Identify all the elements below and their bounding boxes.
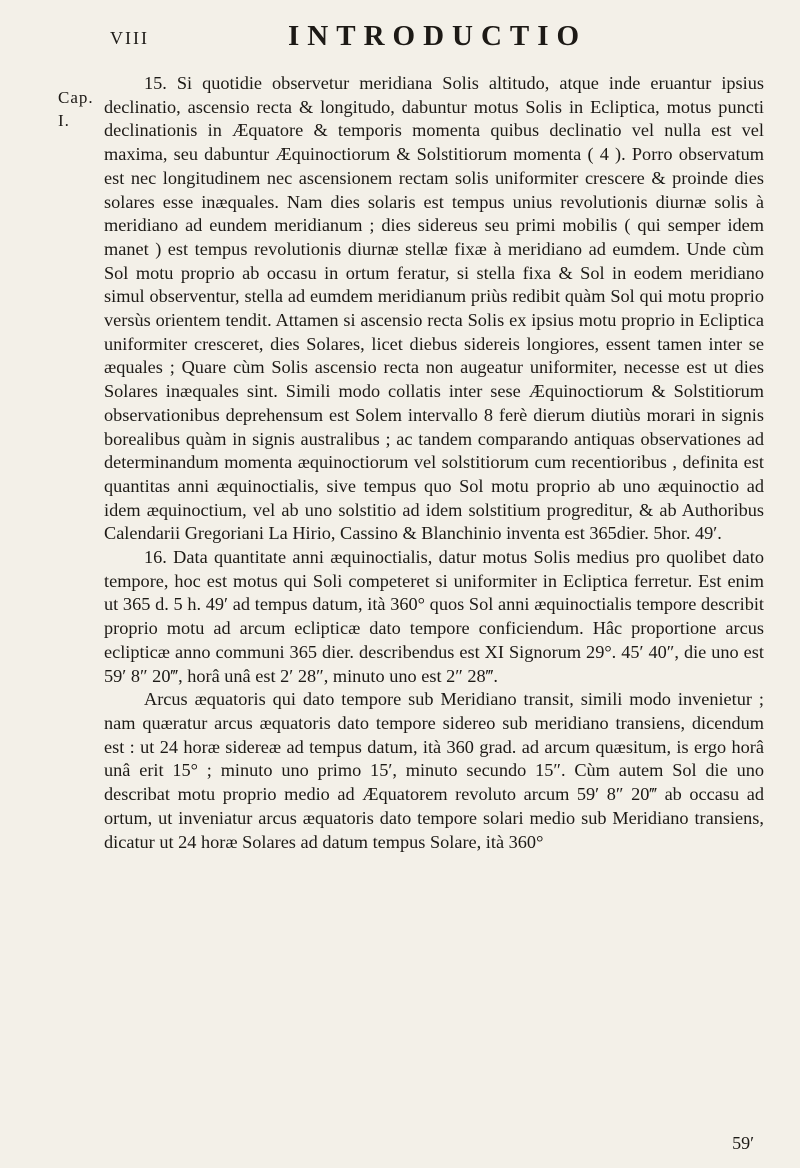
chapter-label: Cap. — [58, 88, 94, 107]
chapter-number: I. — [58, 111, 70, 130]
page-header — [94, 18, 760, 58]
chapter-marginal-note — [58, 86, 94, 132]
catchword: 59′ — [732, 1133, 754, 1153]
paragraph-16: 16. Data quantitate anni æquinoctialis, datur motus Solis medius pro quolibet dato tempore, hoc est motus qui Soli competeret si uniformiter in Ecliptica ferretur. Est enim ut 365 d. 5 h. 49′ ad tempus datum, ità 360° quos Sol anni æquinoctialis tempore describit proprio motu ad arcum eclipticæ dato tempore conficiendum. Hâc proportione arcus eclipticæ anno communi 365 dier. describendus est XI Signorum 29°. 45′ 40″, die uno est 59′ 8″ 20‴, horâ unâ est 2′ 28″, minuto uno est 2″ 28‴. — [104, 547, 764, 686]
page-number: VIII — [110, 28, 149, 48]
paragraph-16-continued: Arcus æquatoris qui dato tempore sub Meridiano transit, simili modo invenietur ; nam quæratur arcus æquatoris dato tempore sidereo sub meridiano transiens, dicendum est : ut 24 horæ sidereæ ad tempus datum, ità 360 grad. ad arcum quæsitum, is ergo horâ unâ erit 15° ; minuto uno primo 15′, minuto secundo 15″. Cùm autem Sol die uno describat motu proprio medio ad Æquatorem revoluto arcum 59′ 8″ 20‴ ab occasu ad ortum, ut inveniatur arcus æquatoris dato tempore solari medio sub Meridiano transiens, dicatur ut 24 horæ Solares ad datum tempus Solare, ità 360° — [104, 689, 764, 852]
paragraph-15: 15. Si quotidie observetur meridiana Solis altitudo, atque inde eruantur ipsius declinatio, ascensio recta & longitudo, dabuntur motus Solis in Ecliptica, motus puncti declinationis in Æquatore & temporis momenta quibus declinatio vel nulla est vel maxima, seu dabuntur Æquinoctiorum & Solstitiorum momenta ( 4 ). Porro observatum est nec longitudinem nec ascensionem rectam solis uniformiter crescere & proinde dies solares esse inæquales. Nam dies solaris est tempus unius revolutionis diurnæ solis à meridiano ad eundem meridianum ; dies sidereus seu primi mobilis ( qui semper idem manet ) est tempus revolutionis diurnæ stellæ fixæ à meridiano ad eumdem. Unde cùm Sol motu proprio ab occasu in ortum feratur, si stella fixa & Sol in eodem meridiano simul observentur, stella ad eumdem meridianum priùs redibit quàm Sol qui motu proprio versùs orientem tendit. Attamen si ascensio recta Solis ex ipsius motu proprio in Ecliptica uniformiter cresceret, dies Solares, licet diebus sidereis longiores, essent tamen inter se æquales ; Quare cùm Solis ascensio recta non augeatur uniformiter, necesse est ut dies Solares inæquales sint. Simili modo collatis inter sese Æquinoctiorum & Solstitiorum observationibus deprehensum est Solem intervallo 8 ferè dierum diutiùs morari in signis borealibus quàm in signis australibus ; ac tandem comparando antiquas observationes ad determinandum momenta æquinoctiorum vel solstitiorum cum recentioribus , definita est quantitas anni æquinoctialis, sive tempus quo Sol motu proprio ab uno æquinoctio ad idem æquinoctium, vel ab uno solstitio ad idem solstitium progreditur, & ab Authoribus Calendarii Gregoriani La Hirio, Cassino & Blanchinio inventa est 365dier. 5hor. 49′. — [104, 73, 764, 544]
body-text — [104, 72, 764, 854]
running-title: INTRODUCTIO — [288, 20, 588, 52]
